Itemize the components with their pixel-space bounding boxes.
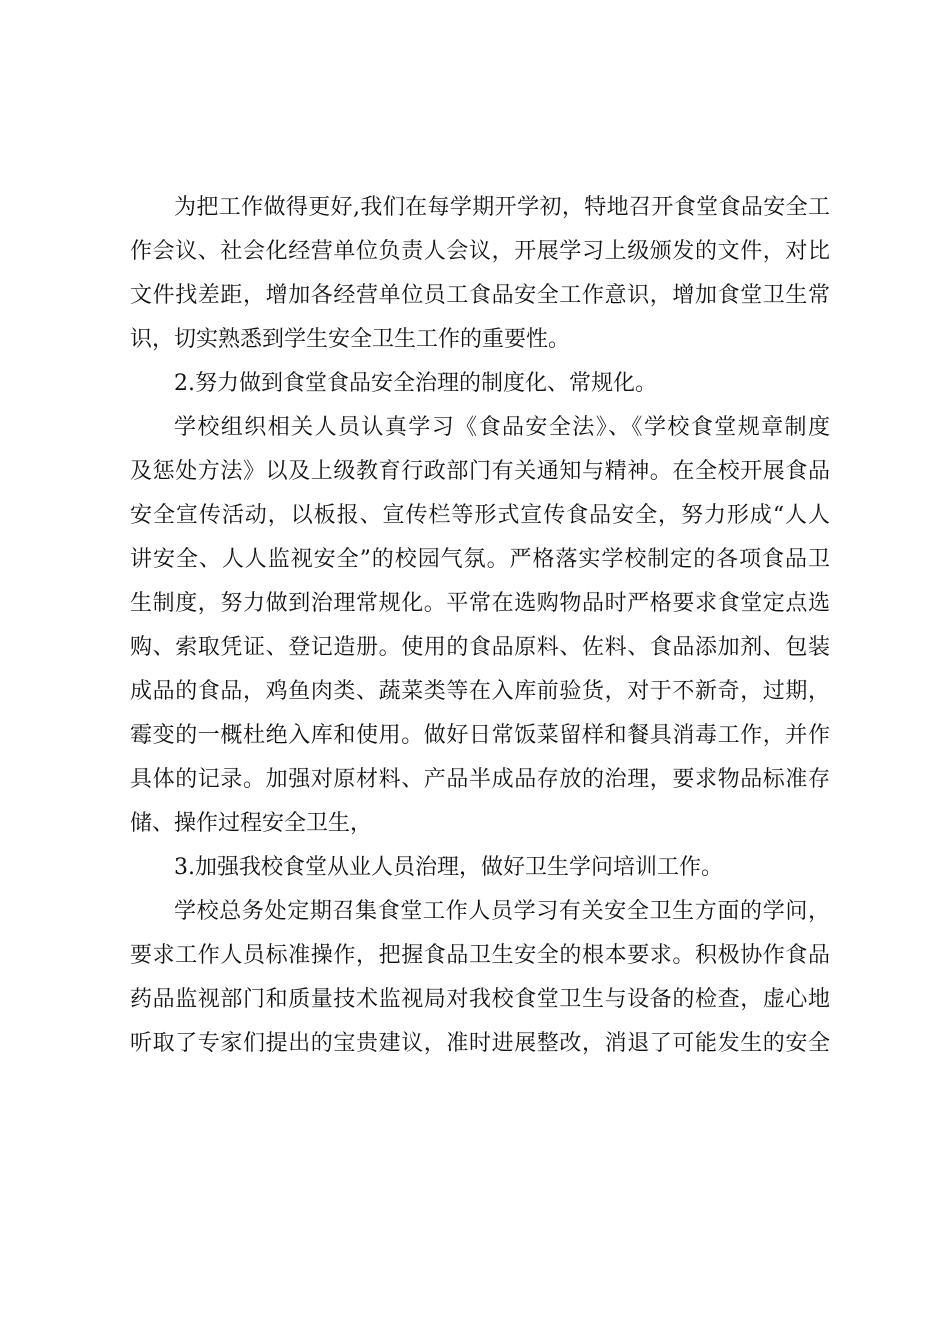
section-heading: 2.努力做到食堂食品安全治理的制度化、常规化。 xyxy=(174,371,657,396)
paragraph-line: 文件找差距，增加各经营单位员工食品安全工作意识，增加食堂卫生常 xyxy=(130,283,830,308)
paragraph-line: 讲安全、人人监视安全”的校园气氛。严格落实学校制定的各项食品卫 xyxy=(130,547,830,572)
paragraph-line: 识，切实熟悉到学生安全卫生工作的重要性。 xyxy=(130,327,571,352)
paragraph-line: 药品监视部门和质量技术监视局对我校食堂卫生与设备的检查，虚心地 xyxy=(130,987,830,1012)
paragraph-line: 购、索取凭证、登记造册。使用的食品原料、佐料、食品添加剂、包装 xyxy=(130,635,830,660)
paragraph-line: 学校总务处定期召集食堂工作人员学习有关安全卫生方面的学问， xyxy=(174,899,830,924)
paragraph-line: 听取了专家们提出的宝贵建议，准时进展整改，消退了可能发生的安全 xyxy=(130,1031,830,1056)
paragraph-line: 生制度，努力做到治理常规化。平常在选购物品时严格要求食堂定点选 xyxy=(130,591,830,616)
paragraph-line: 成品的食品，鸡鱼肉类、蔬菜类等在入库前验货，对于不新奇，过期， xyxy=(130,679,830,704)
paragraph-line: 为把工作做得更好,我们在每学期开学初，特地召开食堂食品安全工 xyxy=(174,195,830,220)
section-heading: 3.加强我校食堂从业人员治理，做好卫生学问培训工作。 xyxy=(174,855,723,880)
paragraph-line: 及惩处方法》以及上级教育行政部门有关通知与精神。在全校开展食品 xyxy=(130,459,830,484)
paragraph-line: 要求工作人员标准操作，把握食品卫生安全的根本要求。积极协作食品 xyxy=(130,943,830,968)
paragraph-line: 作会议、社会化经营单位负责人会议，开展学习上级颁发的文件，对比 xyxy=(130,239,830,264)
paragraph-line: 霉变的一概杜绝入库和使用。做好日常饭菜留样和餐具消毒工作，并作 xyxy=(130,723,830,748)
paragraph-line: 学校组织相关人员认真学习《食品安全法》、《学校食堂规章制度 xyxy=(174,415,830,440)
paragraph-line: 安全宣传活动，以板报、宣传栏等形式宣传食品安全，努力形成“人人 xyxy=(130,503,830,528)
paragraph-line: 具体的记录。加强对原材料、产品半成品存放的治理，要求物品标准存 xyxy=(130,767,830,792)
paragraph-line: 储、操作过程安全卫生， xyxy=(130,811,373,836)
document-body xyxy=(130,186,830,1066)
